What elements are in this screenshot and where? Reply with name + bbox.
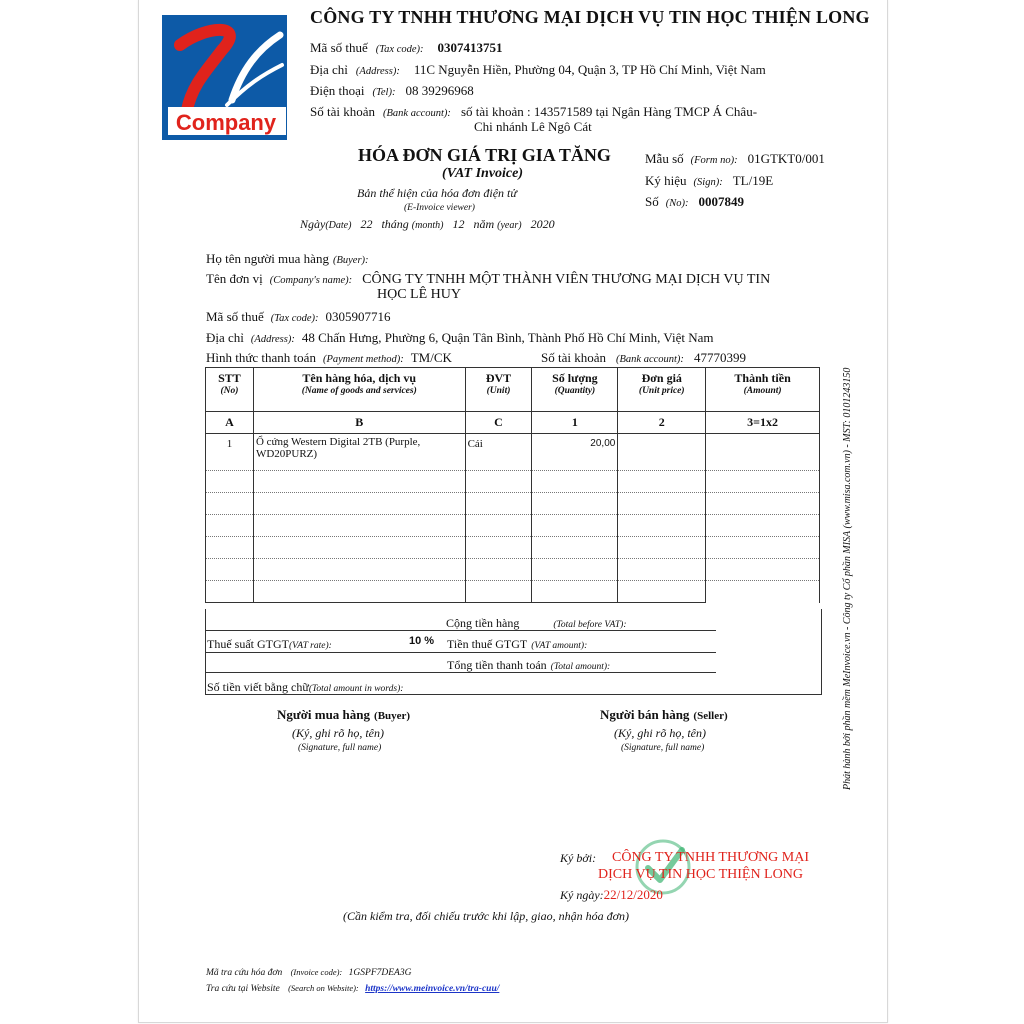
row-unit: Cái — [465, 434, 532, 471]
date-year: 2020 — [530, 217, 555, 231]
buyer-company-label-en: (Company's name): — [269, 275, 353, 286]
check-note: (Cần kiểm tra, đối chiếu trước khi lập, giao, nhận hóa đơn) — [343, 909, 629, 923]
subtotal-label: Cộng tiền hàng — [446, 616, 520, 630]
invoice-viewer: Bản thể hiện của hóa đơn điện tử — [357, 186, 517, 200]
header-amount-en: (Amount) — [743, 386, 782, 396]
header-no-en: (No) — [220, 386, 239, 396]
buyer-name-label-en: (Buyer): — [332, 255, 369, 266]
invoice-date-row — [300, 217, 555, 232]
total-label: Tổng tiền thanh toán — [447, 658, 547, 672]
vat-rate-label-en: (VAT rate): — [288, 641, 332, 651]
buyer-bank-label: Số tài khoản — [541, 350, 606, 365]
empty-row — [206, 581, 820, 603]
month-label: tháng — [381, 217, 409, 231]
company-logo — [162, 15, 287, 140]
vat-rate: 10 % — [409, 635, 435, 647]
vat-amount-row — [447, 635, 587, 653]
row-name: Ổ cứng Western Digital 2TB (Purple, WD20PURZ) — [253, 434, 465, 471]
header-name-en: (Name of goods and services) — [301, 386, 417, 396]
buyer-address-label: Địa chỉ — [206, 330, 244, 345]
empty-row — [206, 515, 820, 537]
code-2: 2 — [618, 412, 706, 434]
sign-label-en: (Sign): — [693, 177, 723, 188]
buyer-tax-code: 0305907716 — [325, 309, 391, 324]
header-unit-vi: ĐVT — [485, 371, 512, 385]
logo-emblem-icon — [162, 15, 287, 140]
website-label: Tra cứu tại Website — [206, 984, 280, 994]
signed-date-label: Ký ngày: — [560, 888, 604, 902]
total-label-en: (Total amount): — [550, 662, 611, 672]
seller-address-label-en: (Address): — [355, 66, 400, 77]
no-label: Số — [645, 194, 659, 209]
invoice-no: 0007849 — [698, 194, 744, 209]
header-unit — [465, 368, 532, 412]
date-label-en: (Date) — [325, 220, 352, 231]
header-no — [206, 368, 254, 412]
empty-row — [206, 493, 820, 515]
seller-tax-row — [310, 39, 503, 57]
lookup-row — [206, 967, 411, 978]
seller-bank-label: Số tài khoản — [310, 104, 375, 119]
header-price-vi: Đơn giá — [641, 371, 682, 385]
buyer-company-label: Tên đơn vị — [206, 271, 263, 286]
lookup-label: Mã tra cứu hóa đơn — [206, 968, 283, 978]
header-name — [253, 368, 465, 412]
total-row — [447, 656, 610, 674]
logo-text: Company — [175, 110, 277, 135]
items-table — [205, 367, 820, 603]
signed-by-label: Ký bởi: — [560, 851, 597, 865]
buyer-sig-title: Người mua hàng — [277, 707, 371, 722]
header-amount-vi: Thành tiền — [734, 371, 791, 385]
buyer-address-row — [206, 329, 713, 347]
table-header-row — [206, 368, 820, 412]
header-qty-vi: Số lượng — [552, 371, 598, 385]
payment-row — [206, 349, 452, 367]
website-label-en: (Search on Website): — [288, 983, 359, 993]
table-code-row — [206, 412, 820, 434]
website-row — [206, 983, 499, 994]
form-no-row — [645, 150, 825, 168]
vat-amount-label: Tiền thuế GTGT — [447, 637, 528, 651]
vat-rate-row — [207, 635, 332, 653]
row-qty: 20,00 — [532, 434, 618, 471]
header-name-vi: Tên hàng hóa, dịch vụ — [302, 371, 417, 385]
subtotal-label-en: (Total before VAT): — [553, 620, 627, 630]
invoice-no-row — [645, 193, 744, 211]
sign-row — [645, 172, 773, 190]
seller-address-label: Địa chỉ — [310, 62, 348, 77]
seller-tax-label: Mã số thuế — [310, 40, 368, 55]
table-row — [206, 434, 820, 471]
words-label: Số tiền viết bằng chữ — [207, 680, 309, 694]
lookup-code: 1GSPF7DEA3G — [348, 968, 412, 978]
seller-phone-row — [310, 82, 474, 100]
date-month: 12 — [452, 217, 465, 231]
sign-label: Ký hiệu — [645, 173, 687, 188]
buyer-name-label: Họ tên người mua hàng — [206, 251, 329, 266]
empty-row — [206, 559, 820, 581]
vat-amount-label-en: (VAT amount): — [531, 641, 588, 651]
words-label-en: (Total amount in words): — [308, 684, 404, 694]
seller-address-row — [310, 61, 766, 79]
buyer-signature-title — [277, 706, 410, 724]
code-b: B — [253, 412, 465, 434]
invoice-viewer-en: (E-Invoice viewer) — [404, 203, 475, 213]
code-3: 3=1x2 — [706, 412, 820, 434]
signed-by-line1: CÔNG TY TNHH THƯƠNG MẠI — [612, 850, 810, 865]
row-no: 1 — [206, 434, 254, 471]
buyer-tax-row — [206, 308, 391, 326]
subtotal-row — [446, 614, 627, 632]
buyer-sign-hint-en: (Signature, full name) — [298, 743, 382, 753]
form-label: Mẫu số — [645, 151, 684, 166]
seller-phone-label-en: (Tel): — [372, 87, 396, 98]
header-price-en: (Unit price) — [638, 386, 685, 396]
payment-method: TM/CK — [410, 350, 452, 365]
row-price — [618, 434, 706, 471]
invoice-title-en: (VAT Invoice) — [442, 166, 524, 181]
seller-sig-title-en: (Seller) — [693, 710, 728, 722]
buyer-address: 48 Chấn Hưng, Phường 6, Quận Tân Bình, Thành Phố Hồ Chí Minh, Việt Nam — [301, 330, 714, 345]
totals-divider — [696, 672, 716, 673]
seller-tax-label-en: (Tax code): — [375, 44, 424, 55]
header-price — [618, 368, 706, 412]
seller-address: 11C Nguyễn Hiền, Phường 04, Quận 3, TP Hồ Chí Minh, Việt Nam — [413, 62, 766, 77]
header-amount — [706, 368, 820, 412]
buyer-sig-title-en: (Buyer) — [374, 710, 411, 722]
payment-label-en: (Payment method): — [322, 354, 404, 365]
side-publisher-text: Phát hành bởi phần mềm MeInvoice.vn - Công ty Cổ phần MISA (www.misa.com.vn) - MST: 0101243150 — [842, 367, 853, 790]
buyer-company-line2: HỌC LÊ HUY — [377, 287, 461, 302]
invoice-title: HÓA ĐƠN GIÁ TRỊ GIA TĂNG — [358, 145, 611, 165]
date-label: Ngày — [300, 217, 326, 231]
form-no: 01GTKT0/001 — [747, 151, 825, 166]
website-link[interactable]: https://www.meinvoice.vn/tra-cuu/ — [365, 984, 500, 994]
buyer-tax-label: Mã số thuế — [206, 309, 264, 324]
buyer-bank-label-en: (Bank account): — [616, 354, 684, 365]
buyer-company-line1: CÔNG TY TNHH MỘT THÀNH VIÊN THƯƠNG MẠI DỊCH VỤ TIN — [362, 272, 771, 287]
seller-sig-title: Người bán hàng — [600, 707, 690, 722]
lookup-label-en: (Invoice code): — [290, 967, 343, 977]
buyer-sign-hint: (Ký, ghi rõ họ, tên) — [292, 726, 384, 740]
code-a: A — [206, 412, 254, 434]
signed-date: 22/12/2020 — [603, 887, 663, 902]
seller-bank-line1: số tài khoản : 143571589 tại Ngân Hàng TMCP Á Châu- — [460, 104, 758, 119]
empty-row — [206, 471, 820, 493]
seller-phone-label: Điện thoại — [310, 83, 365, 98]
row-amount — [706, 434, 820, 471]
seller-tax-code: 0307413751 — [437, 40, 503, 55]
code-c: C — [465, 412, 532, 434]
header-no-vi: STT — [218, 371, 241, 385]
year-label: năm — [473, 217, 495, 231]
seller-phone: 08 39296968 — [405, 83, 474, 98]
seller-sign-hint: (Ký, ghi rõ họ, tên) — [614, 726, 706, 740]
header-qty-en: (Quantity) — [554, 386, 596, 396]
signed-date-row — [560, 887, 663, 903]
year-label-en: (year) — [497, 220, 522, 231]
buyer-address-label-en: (Address): — [250, 334, 295, 345]
seller-sign-hint-en: (Signature, full name) — [621, 743, 705, 753]
seller-signature-title — [600, 706, 728, 724]
no-label-en: (No): — [665, 198, 689, 209]
seller-name: CÔNG TY TNHH THƯƠNG MẠI DỊCH VỤ TIN HỌC THIỆN LONG — [310, 7, 870, 27]
seller-bank-line2: Chi nhánh Lê Ngô Cát — [474, 119, 592, 134]
buyer-name-row — [206, 250, 369, 268]
date-day: 22 — [360, 217, 373, 231]
sign-value: TL/19E — [732, 173, 774, 188]
code-1: 1 — [532, 412, 618, 434]
month-label-en: (month) — [411, 220, 444, 231]
buyer-bank: 47770399 — [693, 350, 746, 365]
header-qty — [532, 368, 618, 412]
empty-row — [206, 537, 820, 559]
header-unit-en: (Unit) — [486, 386, 511, 396]
seller-bank-label-en: (Bank account): — [383, 108, 451, 119]
buyer-bank-row — [541, 349, 746, 367]
words-row — [207, 678, 403, 696]
buyer-tax-label-en: (Tax code): — [270, 313, 319, 324]
form-label-en: (Form no): — [690, 155, 738, 166]
payment-label: Hình thức thanh toán — [206, 350, 316, 365]
buyer-company-row — [206, 270, 770, 288]
vat-rate-label: Thuế suất GTGT — [207, 637, 289, 651]
signed-by-line2: DỊCH VỤ TIN HỌC THIỆN LONG — [598, 867, 803, 882]
